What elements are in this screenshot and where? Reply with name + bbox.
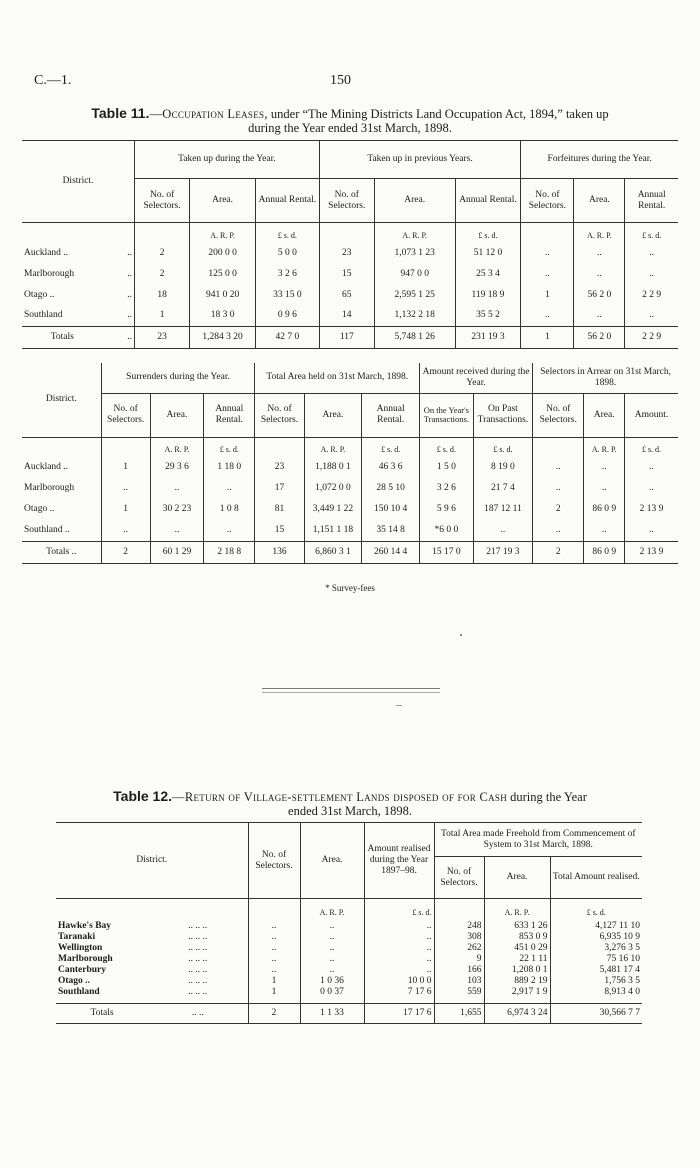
- cell: 28 5 10: [362, 478, 420, 499]
- district-header: District.: [22, 141, 135, 223]
- cell: ..: [300, 921, 364, 932]
- leader-dots: .. .. ..: [188, 953, 208, 964]
- group-header: Amount received during the Year.: [420, 363, 533, 393]
- cell: ..: [584, 520, 625, 541]
- cell: 0 0 37: [300, 987, 364, 998]
- unit-label: £ s. d.: [420, 437, 474, 457]
- separator-rule: [262, 692, 440, 693]
- group-header: Total Area made Freehold from Commencement of System to 31st March, 1898.: [434, 823, 642, 857]
- stray-mark: [460, 634, 462, 636]
- cell: ..: [521, 243, 574, 264]
- cell: ..: [101, 520, 150, 541]
- column-header: Amount.: [625, 393, 679, 437]
- cell: 231 19 3: [455, 327, 521, 349]
- table-row: [22, 478, 678, 499]
- table12-title-sc: —Return of Village-settlement Lands disposed of for Cash: [172, 790, 507, 804]
- cell: ..: [574, 264, 625, 285]
- district-name: Otago ..: [24, 504, 55, 514]
- cell: ..: [150, 520, 203, 541]
- table-row: [56, 987, 642, 998]
- cell: 42 7 0: [256, 327, 320, 349]
- column-header: Area.: [304, 393, 362, 437]
- separator-rule: [262, 688, 440, 689]
- table-row: [56, 932, 642, 943]
- unit-label: A. R. P.: [150, 437, 203, 457]
- column-header: No. of Selectors.: [521, 179, 574, 223]
- table11-title-rest: under “The Mining Districts Land Occupation Act, 1894,” taken up: [267, 107, 609, 121]
- leader-dots: .. .. ..: [188, 931, 208, 942]
- table-row: [22, 285, 678, 306]
- totals-label: Totals: [22, 327, 103, 349]
- cell: 51 12 0: [455, 243, 521, 264]
- cell: ..: [625, 243, 678, 264]
- cell: 1 0 36: [300, 976, 364, 987]
- district-name: Southland: [58, 986, 100, 997]
- column-header: No. of Selectors.: [319, 179, 374, 223]
- cell: 1: [521, 327, 574, 349]
- cell: 15: [255, 520, 304, 541]
- cell: 2: [135, 264, 190, 285]
- column-header: Annual Rental.: [204, 393, 255, 437]
- cell: ..: [364, 932, 434, 943]
- cell: ..: [300, 965, 364, 976]
- column-header: No. of Selectors.: [135, 179, 190, 223]
- column-header: No. of Selectors.: [248, 823, 300, 899]
- cell: 1,756 3 5: [550, 976, 642, 987]
- cell: ..: [300, 943, 364, 954]
- cell: 17 17 6: [364, 1004, 434, 1024]
- table-row: [22, 499, 678, 520]
- district-header: District.: [56, 823, 248, 899]
- unit-label: £ s. d.: [625, 437, 679, 457]
- cell: 2 18 8: [204, 541, 255, 563]
- cell: 200 0 0: [190, 243, 256, 264]
- column-header: Amount realised during the Year 1897–98.: [364, 823, 434, 899]
- cell: ..: [533, 478, 584, 499]
- column-header: No. of Selectors.: [434, 857, 484, 899]
- totals-label: Totals ..: [22, 541, 101, 563]
- cell: 6,935 10 9: [550, 932, 642, 943]
- cell: ..: [248, 921, 300, 932]
- cell: 86 0 9: [584, 541, 625, 563]
- cell: 1,151 1 18: [304, 520, 362, 541]
- column-header: No. of Selectors.: [255, 393, 304, 437]
- cell: 4,127 11 10: [550, 921, 642, 932]
- totals-row: [22, 541, 678, 563]
- table-row: [22, 520, 678, 541]
- cell: 56 2 0: [574, 327, 625, 349]
- column-header: Annual Rental.: [256, 179, 320, 223]
- cell: ..: [300, 954, 364, 965]
- page-number: 150: [330, 73, 351, 88]
- cell: 1 0 8: [204, 499, 255, 520]
- cell: 119 18 9: [455, 285, 521, 306]
- district-name: Otago ..: [24, 289, 55, 300]
- group-header: Surrenders during the Year.: [101, 363, 255, 393]
- cell: 1,132 2 18: [374, 306, 455, 327]
- table11-title-line2: during the Year ended 31st March, 1898.: [248, 121, 452, 135]
- cell: 947 0 0: [374, 264, 455, 285]
- district-name: Wellington: [58, 942, 103, 953]
- cell: 150 10 4: [362, 499, 420, 520]
- cell: 1 5 0: [420, 457, 474, 478]
- cell: ..: [300, 932, 364, 943]
- cell: 30,566 7 7: [550, 1004, 642, 1024]
- unit-label: £ s. d.: [550, 899, 642, 921]
- column-header: Area.: [584, 393, 625, 437]
- column-header: Area.: [150, 393, 203, 437]
- cell: ..: [584, 478, 625, 499]
- leader-dots: ..: [127, 247, 133, 258]
- cell: ..: [574, 243, 625, 264]
- cell: 0 9 6: [256, 306, 320, 327]
- cell: 166: [434, 965, 484, 976]
- cell: 1 1 33: [300, 1004, 364, 1024]
- cell: ..: [204, 520, 255, 541]
- cell: ..: [204, 478, 255, 499]
- unit-label: £ s. d.: [364, 899, 434, 921]
- cell: 1: [101, 457, 150, 478]
- cell: 1 18 0: [204, 457, 255, 478]
- cell: 2 13 9: [625, 499, 679, 520]
- district-name: Taranaki: [58, 931, 96, 942]
- column-header: Annual Rental.: [362, 393, 420, 437]
- cell: *6 0 0: [420, 520, 474, 541]
- cell: 1: [248, 976, 300, 987]
- district-name: Southland: [24, 310, 63, 321]
- cell: 1,073 1 23: [374, 243, 455, 264]
- cell: ..: [625, 306, 678, 327]
- cell: ..: [574, 306, 625, 327]
- cell: ..: [248, 932, 300, 943]
- cell: 451 0 29: [484, 943, 550, 954]
- cell: ..: [364, 954, 434, 965]
- stray-mark: [396, 705, 402, 706]
- table-row: [22, 306, 678, 327]
- column-header: On the Year's Transactions.: [420, 393, 474, 437]
- unit-label: A. R. P.: [484, 899, 550, 921]
- cell: ..: [248, 954, 300, 965]
- district-name: Southland ..: [24, 524, 70, 535]
- leader-dots: .. .. ..: [188, 942, 208, 953]
- cell: 15 17 0: [420, 541, 474, 563]
- cell: 33 15 0: [256, 285, 320, 306]
- table-row: [22, 243, 678, 264]
- cell: 9: [434, 954, 484, 965]
- cell: 5,481 17 4: [550, 965, 642, 976]
- leader-dots: ..: [127, 289, 133, 300]
- cell: ..: [364, 943, 434, 954]
- column-header: No. of Selectors.: [101, 393, 150, 437]
- cell: 1,188 0 1: [304, 457, 362, 478]
- cell: 35 5 2: [455, 306, 521, 327]
- cell: 217 19 3: [473, 541, 532, 563]
- cell: 18: [135, 285, 190, 306]
- table-row: [56, 976, 642, 987]
- cell: 2: [533, 541, 584, 563]
- column-header: No. of Selectors.: [533, 393, 584, 437]
- column-header: Area.: [374, 179, 455, 223]
- cell: 56 2 0: [574, 285, 625, 306]
- table-row: [56, 921, 642, 932]
- cell: 60 1 29: [150, 541, 203, 563]
- table-row: [22, 457, 678, 478]
- table11-part2: [22, 363, 678, 564]
- cell: 1: [135, 306, 190, 327]
- cell: 187 12 11: [473, 499, 532, 520]
- cell: ..: [625, 264, 678, 285]
- cell: 1,655: [434, 1004, 484, 1024]
- district-header: District.: [22, 363, 101, 437]
- cell: 248: [434, 921, 484, 932]
- column-header: Area.: [574, 179, 625, 223]
- cell: 17: [255, 478, 304, 499]
- leader-dots: .. .. ..: [188, 920, 208, 931]
- cell: 1,072 0 0: [304, 478, 362, 499]
- cell: 23: [319, 243, 374, 264]
- cell: 2 2 9: [625, 327, 678, 349]
- leader-dots: .. .. ..: [188, 964, 208, 975]
- cell: 6,974 3 24: [484, 1004, 550, 1024]
- district-name: Otago ..: [58, 975, 90, 986]
- column-header: Annual Rental.: [625, 179, 678, 223]
- cell: ..: [101, 478, 150, 499]
- cell: 889 2 19: [484, 976, 550, 987]
- cell: ..: [533, 457, 584, 478]
- cell: 30 2 23: [150, 499, 203, 520]
- cell: ..: [625, 457, 679, 478]
- cell: 2 2 9: [625, 285, 678, 306]
- cell: 559: [434, 987, 484, 998]
- district-name: Marlborough: [24, 483, 75, 493]
- table-row: [56, 943, 642, 954]
- cell: 2,917 1 9: [484, 987, 550, 998]
- totals-row: [22, 327, 678, 349]
- cell: 21 7 4: [473, 478, 532, 499]
- cell: 3,449 1 22: [304, 499, 362, 520]
- cell: 7 17 6: [364, 987, 434, 998]
- table-row: [56, 954, 642, 965]
- table11-label: Table 11.: [91, 105, 150, 121]
- district-name: Marlborough: [58, 953, 113, 964]
- cell: ..: [584, 457, 625, 478]
- table12-title-rest: during the Year: [507, 790, 587, 804]
- unit-label: £ s. d.: [256, 223, 320, 243]
- group-header: Taken up in previous Years.: [319, 141, 521, 179]
- cell: 308: [434, 932, 484, 943]
- cell: 262: [434, 943, 484, 954]
- column-header: Area.: [190, 179, 256, 223]
- cell: 1,284 3 20: [190, 327, 256, 349]
- district-name: Hawke's Bay: [58, 920, 112, 931]
- cell: ..: [521, 264, 574, 285]
- table-row: [56, 965, 642, 976]
- group-header: Forfeitures during the Year.: [521, 141, 678, 179]
- cell: 14: [319, 306, 374, 327]
- cell: ..: [150, 478, 203, 499]
- cell: 853 0 9: [484, 932, 550, 943]
- cell: 18 3 0: [190, 306, 256, 327]
- cell: ..: [625, 478, 679, 499]
- table11-title-sc: —Occupation Leases,: [149, 107, 268, 121]
- unit-label: £ s. d.: [455, 223, 521, 243]
- unit-label: A. R. P.: [574, 223, 625, 243]
- leader-dots: .. .. ..: [188, 986, 208, 997]
- cell: 81: [255, 499, 304, 520]
- table12-label: Table 12.: [113, 788, 173, 804]
- group-header: Total Area held on 31st March, 1898.: [255, 363, 420, 393]
- column-header: Total Amount realised.: [550, 857, 642, 899]
- cell: 2: [101, 541, 150, 563]
- cell: 46 3 6: [362, 457, 420, 478]
- totals-row: [56, 1004, 642, 1024]
- unit-label: A. R. P.: [374, 223, 455, 243]
- cell: 8 19 0: [473, 457, 532, 478]
- leader-dots: ..: [103, 327, 135, 349]
- table11-title: [28, 106, 672, 135]
- cell: 25 3 4: [455, 264, 521, 285]
- unit-label: A. R. P.: [584, 437, 625, 457]
- cell: ..: [473, 520, 532, 541]
- table11-part1: [22, 140, 678, 349]
- cell: 86 0 9: [584, 499, 625, 520]
- cell: ..: [248, 965, 300, 976]
- cell: 2,595 1 25: [374, 285, 455, 306]
- cell: 5,748 1 26: [374, 327, 455, 349]
- district-name: Marlborough: [24, 268, 75, 279]
- unit-label: £ s. d.: [625, 223, 678, 243]
- cell: 1: [101, 499, 150, 520]
- cell: 23: [255, 457, 304, 478]
- cell: 6,860 3 1: [304, 541, 362, 563]
- cell: 1,208 0 1: [484, 965, 550, 976]
- district-name: Auckland ..: [24, 462, 69, 472]
- cell: 8,913 4 0: [550, 987, 642, 998]
- district-name: Canterbury: [58, 964, 107, 975]
- leader-dots: ..: [127, 268, 133, 279]
- cell: 1: [248, 987, 300, 998]
- cell: 260 14 4: [362, 541, 420, 563]
- cell: 941 0 20: [190, 285, 256, 306]
- unit-label: A. R. P.: [304, 437, 362, 457]
- cell: 2: [533, 499, 584, 520]
- district-name: Auckland ..: [24, 247, 69, 258]
- page-ref: C.—1.: [34, 73, 72, 88]
- cell: 3 2 6: [256, 264, 320, 285]
- cell: 35 14 8: [362, 520, 420, 541]
- unit-label: £ s. d.: [204, 437, 255, 457]
- leader-dots: ..: [127, 310, 133, 321]
- cell: ..: [364, 965, 434, 976]
- cell: 3,276 3 5: [550, 943, 642, 954]
- cell: 22 1 11: [484, 954, 550, 965]
- group-header: Taken up during the Year.: [135, 141, 320, 179]
- cell: 75 16 10: [550, 954, 642, 965]
- cell: ..: [364, 921, 434, 932]
- cell: 1: [521, 285, 574, 306]
- unit-label: A. R. P.: [300, 899, 364, 921]
- cell: 29 3 6: [150, 457, 203, 478]
- cell: 5 0 0: [256, 243, 320, 264]
- column-header: On Past Transactions.: [473, 393, 532, 437]
- leader-dots: .. .. ..: [188, 975, 208, 986]
- totals-label: Totals: [56, 1004, 148, 1024]
- cell: ..: [521, 306, 574, 327]
- cell: 2: [135, 243, 190, 264]
- cell: 2: [248, 1004, 300, 1024]
- cell: 2 13 9: [625, 541, 679, 563]
- cell: 117: [319, 327, 374, 349]
- table12-title-line2: ended 31st March, 1898.: [288, 804, 412, 818]
- cell: 103: [434, 976, 484, 987]
- footnote: * Survey-fees: [325, 583, 375, 593]
- column-header: Area.: [484, 857, 550, 899]
- table12: [56, 822, 642, 1024]
- cell: 65: [319, 285, 374, 306]
- unit-label: A. R. P.: [190, 223, 256, 243]
- cell: 136: [255, 541, 304, 563]
- cell: 15: [319, 264, 374, 285]
- cell: ..: [625, 520, 679, 541]
- group-header: Selectors in Arrear on 31st March, 1898.: [533, 363, 678, 393]
- cell: ..: [248, 943, 300, 954]
- unit-label: £ s. d.: [362, 437, 420, 457]
- unit-label: £ s. d.: [473, 437, 532, 457]
- cell: 633 1 26: [484, 921, 550, 932]
- cell: 23: [135, 327, 190, 349]
- leader-dots: .. ..: [148, 1004, 248, 1024]
- table-row: [22, 264, 678, 285]
- table12-title: [40, 789, 660, 818]
- column-header: Annual Rental.: [455, 179, 521, 223]
- column-header: Area.: [300, 823, 364, 899]
- cell: ..: [533, 520, 584, 541]
- cell: 3 2 6: [420, 478, 474, 499]
- cell: 5 9 6: [420, 499, 474, 520]
- cell: 10 0 0: [364, 976, 434, 987]
- cell: 125 0 0: [190, 264, 256, 285]
